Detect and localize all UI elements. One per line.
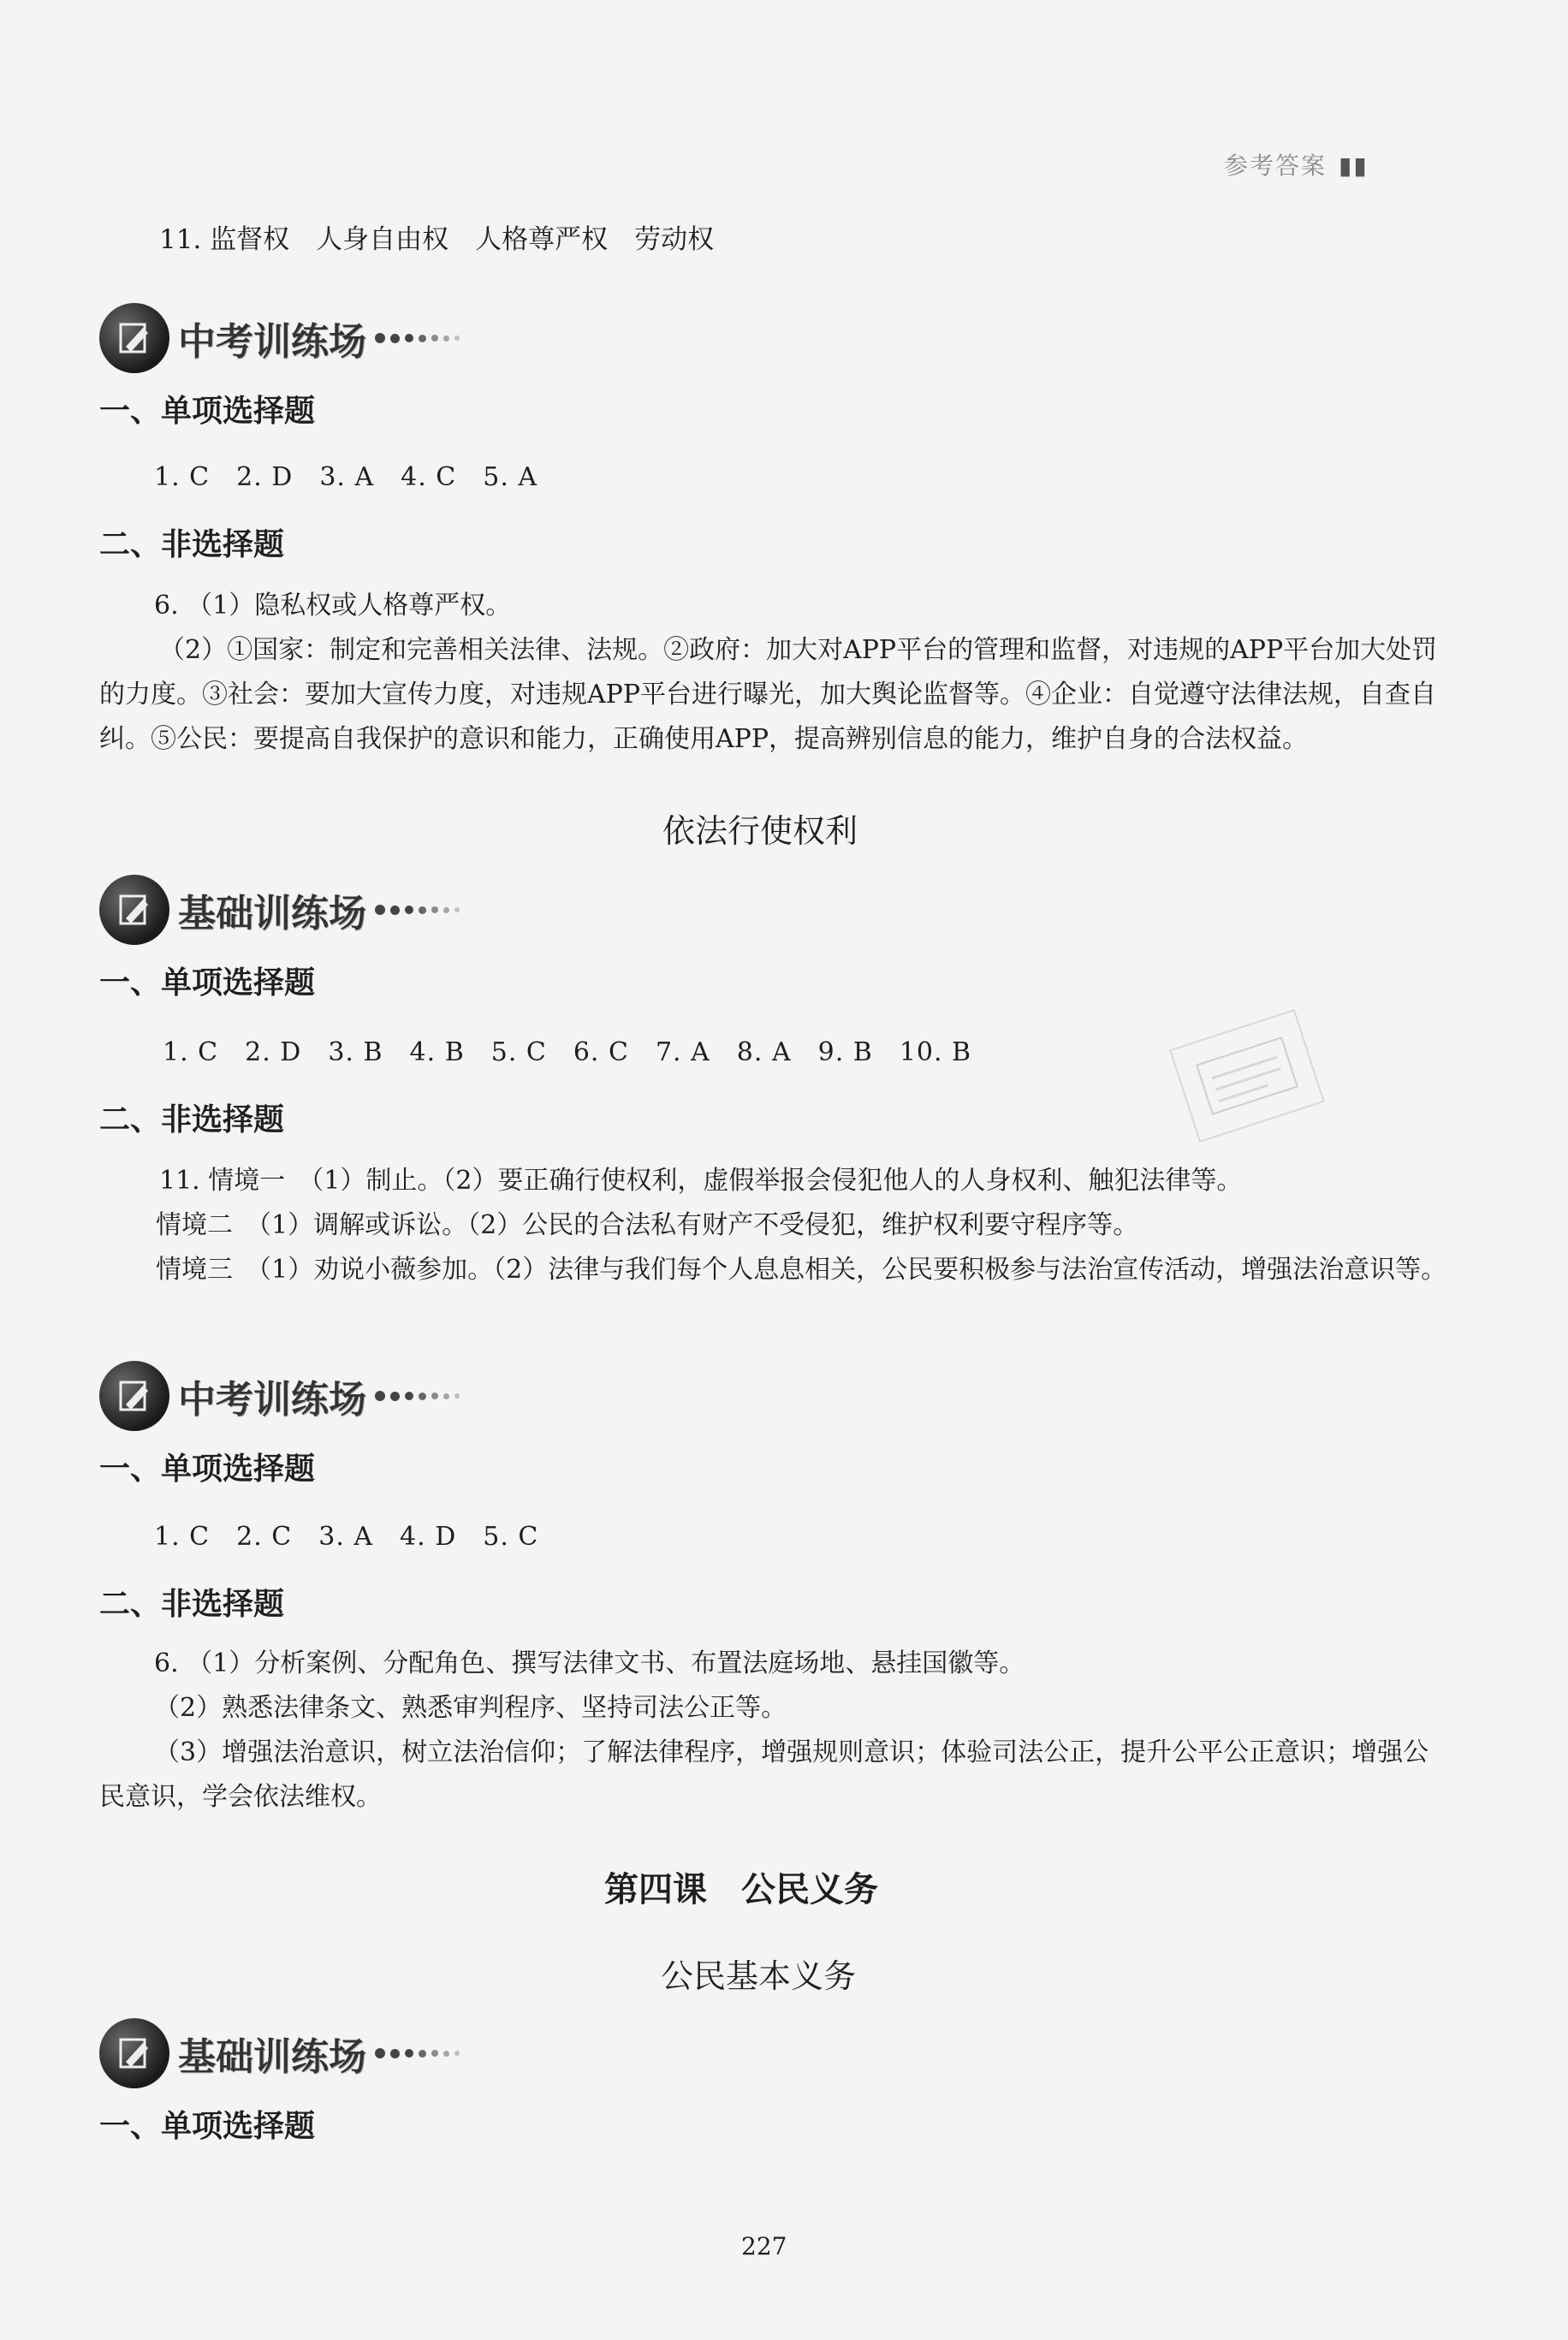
banner-title: 中考训练场 [178,1378,366,1422]
heading-non-choice-2: 二、非选择题 [99,1102,285,1137]
heading-non-choice-3: 二、非选择题 [99,1587,285,1622]
pencil-icon [99,1361,169,1431]
section-title-basic-duties: 公民基本义务 [661,1957,857,1995]
pencil-icon [99,303,169,373]
running-head-text: 参考答案 [1224,151,1327,180]
banner-title: 中考训练场 [178,320,366,364]
answers-block1: 1. C 2. D 3. A 4. C 5. A [154,462,538,492]
pencil-icon [99,875,169,945]
banner-dots [375,905,465,915]
running-head [1224,147,1369,181]
heading-non-choice-1: 二、非选择题 [99,527,285,562]
lesson-title: 第四课 公民义务 [604,1870,878,1909]
banner-zhongkao-2 [99,1357,465,1434]
answers-block2: 1. C 2. D 3. B 4. B 5. C 6. C 7. A 8. A 9. B 10. B [163,1037,972,1067]
q11-scenario1: 11. 情境一 （1）制止。（2）要正确行使权利，虚假举报会侵犯他人的人身权利、触犯法律等。 [159,1166,1243,1196]
running-head-mark: ▮▮ [1339,151,1369,180]
answers-block3: 1. C 2. C 3. A 4. D 5. C [154,1522,539,1552]
q11-scenario2: 情境二 （1）调解或诉讼。（2）公民的合法私有财产不受侵犯，维护权利要守程序等。 [156,1210,1139,1240]
banner-title: 基础训练场 [178,2035,366,2079]
pencil-icon [99,2018,169,2088]
banner-dots [375,1391,465,1401]
heading-single-choice-1: 一、单项选择题 [99,394,316,429]
banner-jichu-1 [99,871,465,948]
page-number: 227 [741,2232,787,2260]
q6-part1-block3: 6. （1）分析案例、分配角色、撰写法律文书、布置法庭场地、悬挂国徽等。 [154,1648,1025,1678]
heading-single-choice-3: 一、单项选择题 [99,1452,316,1487]
heading-single-choice-2: 一、单项选择题 [99,965,316,1001]
q6-part3-block3: （3）增强法治意识，树立法治信仰；了解法律程序，增强规则意识；体验司法公正，提升公平公正意识；增强公民意识，学会依法维权。 [99,1737,1429,1812]
banner-zhongkao-1 [99,300,465,377]
q11-rights-answer: 11. 监督权 人身自由权 人格尊严权 劳动权 [159,224,715,255]
q6-part2-block1: （2）①国家：制定和完善相关法律、法规。②政府：加大对APP平台的管理和监督，对违规的APP平台加大处罚的力度。③社会：要加大宣传力度，对违规APP平台进行曝光，加大舆论监督等。④企业：自觉遵守法律法规，自查自纠。⑤公民：要提高自我保护的意识和能力，正确使用APP，提高辨别信息的能力，维护自身的合法权益。 [99,635,1438,754]
q6-part2-block3: （2）熟悉法律条文、熟悉审判程序、坚持司法公正等。 [154,1693,787,1723]
banner-jichu-2 [99,2015,465,2092]
section-title-exercise-rights: 依法行使权利 [662,812,858,850]
q11-scenario3: 情境三 （1）劝说小薇参加。（2）法律与我们每个人息息相关，公民要积极参与法治宣传活动，增强法治意识等。 [156,1255,1447,1285]
banner-dots [375,2048,465,2058]
banner-title: 基础训练场 [178,892,366,935]
heading-single-choice-4: 一、单项选择题 [99,2109,316,2144]
q6-part1-block1: 6. （1）隐私权或人格尊严权。 [154,591,512,621]
watermark-stamp-icon [1169,1009,1325,1143]
banner-dots [375,333,465,343]
